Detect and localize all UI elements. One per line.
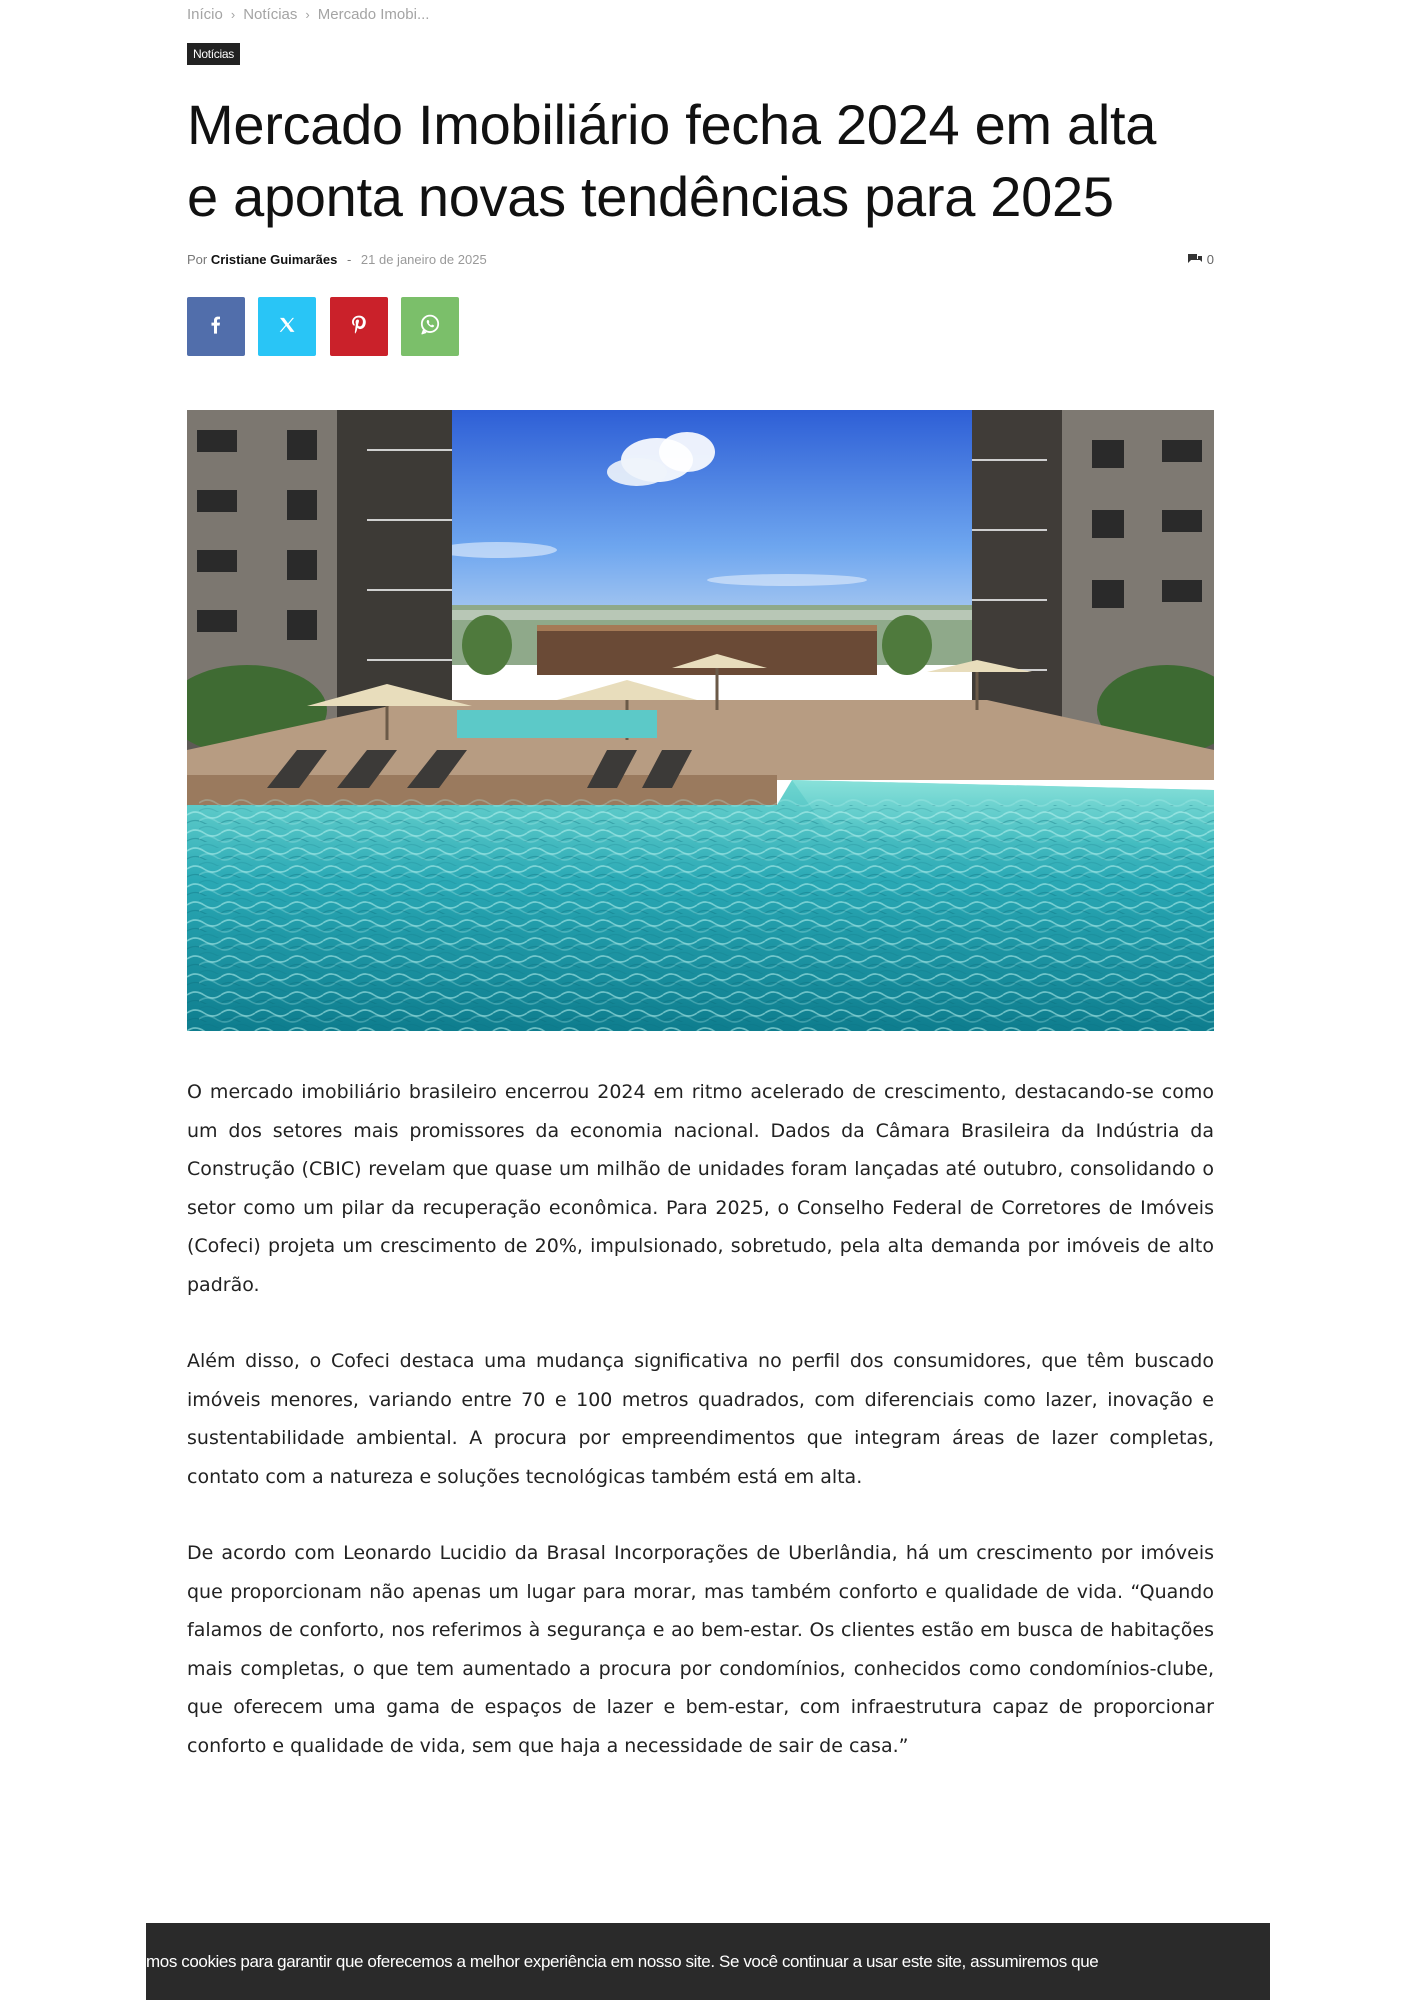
breadcrumb [187, 4, 1214, 26]
whatsapp-icon [419, 313, 441, 335]
category-tag[interactable]: Notícias [187, 43, 240, 65]
article-paragraph: O mercado imobiliário brasileiro encerrou 2024 em ritmo acelerado de crescimento, destacando-se como um dos setores mais promissores da economia nacional. Dados da Câmara Brasileira da Indústria da Construção (CBIC) revelam que quase um milhão de unidades foram lançadas até outubro, consolidando o setor como um pilar da recuperação econômica. Para 2025, o Conselho Federal de Corretores de Imóveis (Cofeci) projeta um crescimento de 20%, impulsionado, sobretudo, pela alta demanda por imóveis de alto padrão. [187, 1081, 1214, 1296]
meta-separator: - [346, 252, 352, 267]
breadcrumb-section-link[interactable]: Notícias [243, 6, 298, 23]
x-twitter-icon [278, 315, 296, 333]
article-container [187, 0, 1214, 1803]
cookie-consent-bar [146, 1923, 1270, 2000]
breadcrumb-current: Mercado Imobi... [317, 6, 430, 23]
article-body [187, 1073, 1214, 1765]
by-label: Por [187, 252, 208, 267]
comments-count: 0 [1206, 252, 1214, 267]
cookie-consent-text: mos cookies para garantir que oferecemos a melhor experiência em nosso site. Se você continuar a usar este site, assumiremos que [146, 1952, 1099, 1971]
pool-illustration [187, 410, 1214, 1031]
article-paragraph: Além disso, o Cofeci destaca uma mudança significativa no perfil dos consumidores, que têm buscado imóveis menores, variando entre 70 e 100 metros quadrados, com diferenciais como lazer, inovação e sustentabilidade ambiental. A procura por empreendimentos que integram áreas de lazer completas, contato com a natureza e soluções tecnológicas também está em alta. [187, 1350, 1214, 1488]
post-meta [187, 250, 1214, 270]
breadcrumb-home-link[interactable]: Início [187, 6, 223, 23]
author-link[interactable]: Cristiane Guimarães [210, 252, 338, 267]
breadcrumb-separator: › [230, 7, 236, 22]
featured-image [187, 410, 1214, 1031]
comments-icon [1187, 251, 1203, 271]
pinterest-icon [350, 314, 368, 334]
pinterest-share-button[interactable] [330, 297, 388, 356]
post-date: 21 de janeiro de 2025 [360, 252, 487, 267]
article-paragraph: De acordo com Leonardo Lucidio da Brasal Incorporações de Uberlândia, há um crescimento por imóveis que proporcionam não apenas um lugar para morar, mas também conforto e qualidade de vida. “Quando falamos de conforto, nos referimos à segurança e ao bem-estar. Os clientes estão em busca de habitações mais completas, o que tem aumentado a procura por condomínios, conhecidos como condomínios-clube, que oferecem uma gama de espaços de lazer e bem-estar, com infraestrutura capaz de proporcionar conforto e qualidade de vida, sem que haja a necessidade de sair de casa.” [187, 1542, 1214, 1757]
facebook-icon [206, 314, 226, 334]
twitter-share-button[interactable] [258, 297, 316, 356]
facebook-share-button[interactable] [187, 297, 245, 356]
comments-link[interactable] [1187, 250, 1214, 271]
whatsapp-share-button[interactable] [401, 297, 459, 356]
page-title: Mercado Imobiliário fecha 2024 em alta e aponta novas tendências para 2025 [187, 93, 1157, 228]
breadcrumb-separator: › [305, 7, 310, 22]
share-buttons [187, 297, 1214, 356]
